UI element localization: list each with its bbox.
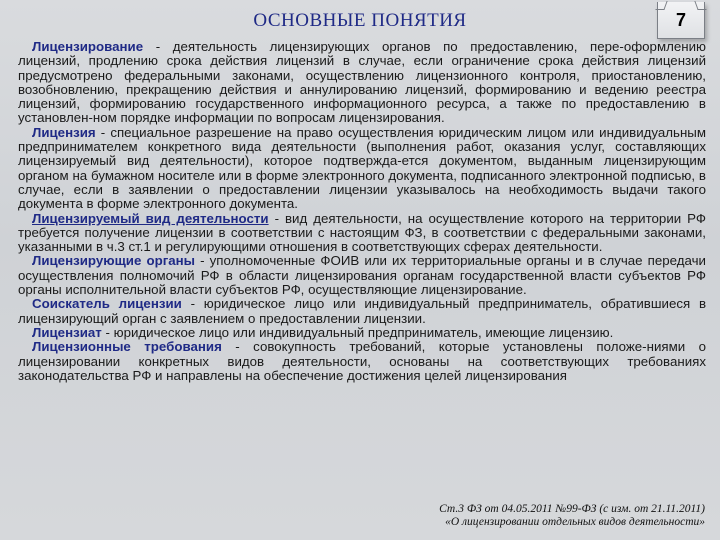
- source-line-law: Ст.3 ФЗ от 04.05.2011 №99-ФЗ (с изм. от 21.11.2011): [439, 503, 705, 515]
- definition-term: Лицензирующие органы: [32, 253, 196, 269]
- source-citation: [385, 503, 705, 529]
- definition-license: [18, 126, 706, 212]
- badge-corner-left: [655, 1, 667, 10]
- definition-text: - юридическое лицо или индивидуальный предприниматель, обратившиеся в лицензирующий орган с заявлением о предоставлении лицензии.: [18, 296, 707, 326]
- definition-licensing: [18, 40, 706, 126]
- definition-text: - вид деятельности, на осуществление которого на территории РФ требуется получение лицензии в соответствии с настоящим ФЗ, в соответствии с федеральными законами, указанными в ч.3 ст.1 и регулирующими отношения в соответствующих сферах деятельности.: [18, 210, 706, 255]
- source-line-title: «О лицензировании отдельных видов деятельности»: [445, 516, 705, 528]
- definition-term: Лицензиат: [32, 324, 102, 340]
- definition-term: Лицензионные требования: [32, 339, 222, 355]
- definition-text: - специальное разрешение на право осуществления юридическим лицом или индивидуальным предпринимателем конкретного вида деятельности (выполнения работ, оказания услуг, составляющих лицензируемый вид деятельности), которое подтвержда-ется документом, выданным лицензирующим органом на бумажном носителе или в форме электронного документа, подписанного электронной подписью, в случае, если в заявлении о предоставлении лицензии указывалось на необходимость выдачи такого документа в форме электронного документа.: [18, 124, 706, 212]
- definition-term: Лицензия: [32, 124, 96, 140]
- definition-term: Соискатель лицензии: [32, 296, 182, 312]
- definition-text: - уполномоченные ФОИВ или их территориальные органы и в случае передачи осуществления полномочий РФ в области лицензирования органам государственной власти субъектов РФ органы исполнительной власти субъектов РФ, осуществляющие лицензирование.: [18, 253, 706, 298]
- page-number-badge: [657, 2, 705, 39]
- definition-term: Лицензирование: [32, 39, 144, 54]
- definition-text: - деятельность лицензирующих органов по предоставлению, пере-оформлению лицензий, продлению срока действия лицензий в случае, если ограничение срока действия лицензий предусмотрено федеральными законами, осуществлению лицензионного контроля, приостановлению, возобновлению, прекращению действия и аннулированию лицензий, формированию и ведению реестра лицензий, формированию государственного информационного ресурса, а также по предоставлению в установлен-ном порядке информации по вопросам лицензирования.: [18, 39, 706, 126]
- definition-text: - юридическое лицо или индивидуальный предприниматель, имеющие лицензию.: [101, 324, 614, 340]
- definition-licensing-requirements: [18, 340, 706, 383]
- slide-title: ОСНОВНЫЕ ПОНЯТИЯ: [253, 10, 467, 31]
- definition-licensing-authorities: [18, 254, 706, 297]
- definition-term: Лицензируемый вид деятельности: [32, 210, 269, 226]
- definition-licensed-activity: [18, 212, 706, 255]
- definition-text: - совокупность требований, которые установлены положе-ниями о лицензировании конкретных видов деятельности, основаны на соответствующих требованиях законодательства РФ и направлены на обеспечение достижения целей лицензирования: [18, 339, 706, 383]
- definition-applicant: [18, 297, 706, 326]
- badge-corner-right: [694, 1, 706, 10]
- definitions-list: [18, 40, 706, 383]
- page-number: 7: [675, 10, 686, 30]
- definition-licensee: [18, 326, 706, 340]
